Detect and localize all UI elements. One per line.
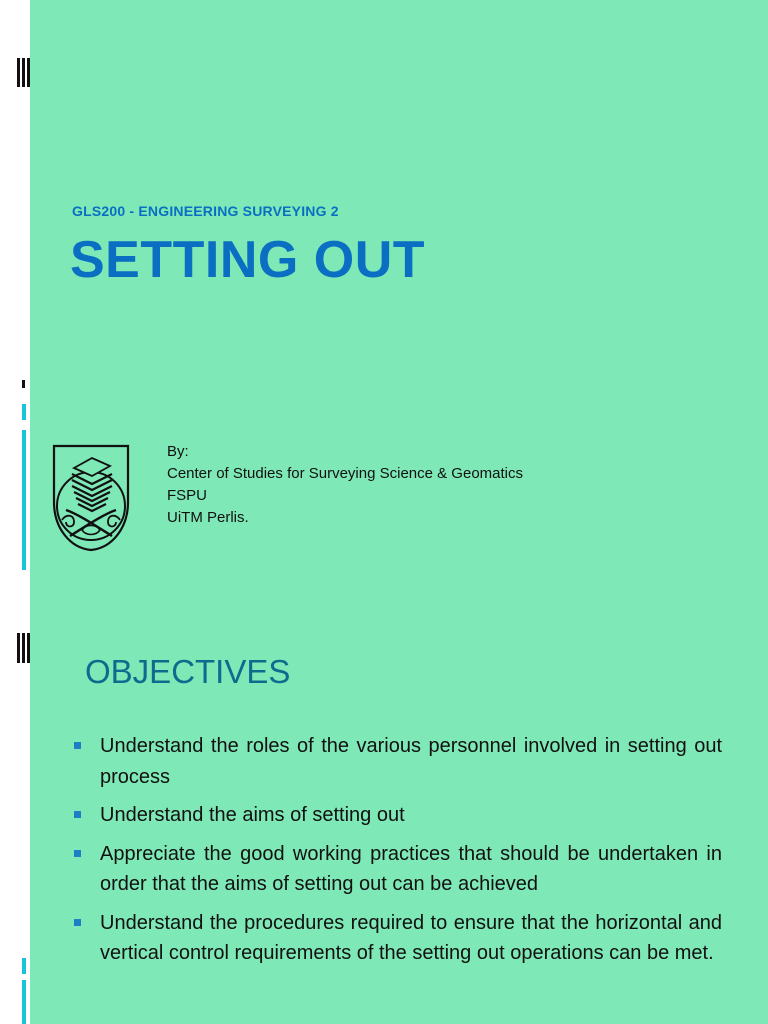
edge-mark: [17, 58, 20, 87]
square-bullet-icon: [74, 742, 81, 749]
list-item: [72, 908, 722, 969]
edge-mark: [22, 404, 26, 420]
byline-line: FSPU: [167, 487, 208, 504]
byline-line: By:: [167, 443, 189, 460]
list-item: [72, 839, 722, 900]
title-slide: [30, 0, 768, 625]
edge-mark: [22, 58, 25, 87]
edge-mark: [17, 633, 20, 663]
course-code: GLS200 - ENGINEERING SURVEYING 2: [72, 203, 339, 219]
edge-mark: [22, 430, 26, 570]
square-bullet-icon: [74, 919, 81, 926]
edge-mark: [27, 58, 30, 87]
edge-mark: [22, 958, 26, 974]
square-bullet-icon: [74, 850, 81, 857]
byline-line: UiTM Perlis.: [167, 509, 249, 526]
byline: [167, 441, 523, 529]
list-item: [72, 731, 722, 792]
objectives-heading: OBJECTIVES: [85, 653, 291, 690]
slide-title: SETTING OUT: [70, 231, 426, 289]
square-bullet-icon: [74, 811, 81, 818]
edge-mark: [22, 380, 25, 388]
edge-mark: [22, 980, 26, 1024]
objective-text: Understand the procedures required to ensure that the horizontal and vertical control requirements of the setting out operations can be met.: [100, 911, 722, 964]
objectives-list: [72, 731, 722, 977]
edge-mark: [22, 633, 25, 663]
objective-text: Appreciate the good working practices that should be undertaken in order that the aims of setting out can be achieved: [100, 842, 722, 895]
list-item: [72, 800, 722, 831]
uitm-crest-icon: [52, 444, 130, 552]
objective-text: Understand the aims of setting out: [100, 804, 405, 826]
objective-text: Understand the roles of the various personnel involved in setting out process: [100, 735, 722, 788]
byline-line: Center of Studies for Surveying Science & Geomatics: [167, 465, 524, 482]
